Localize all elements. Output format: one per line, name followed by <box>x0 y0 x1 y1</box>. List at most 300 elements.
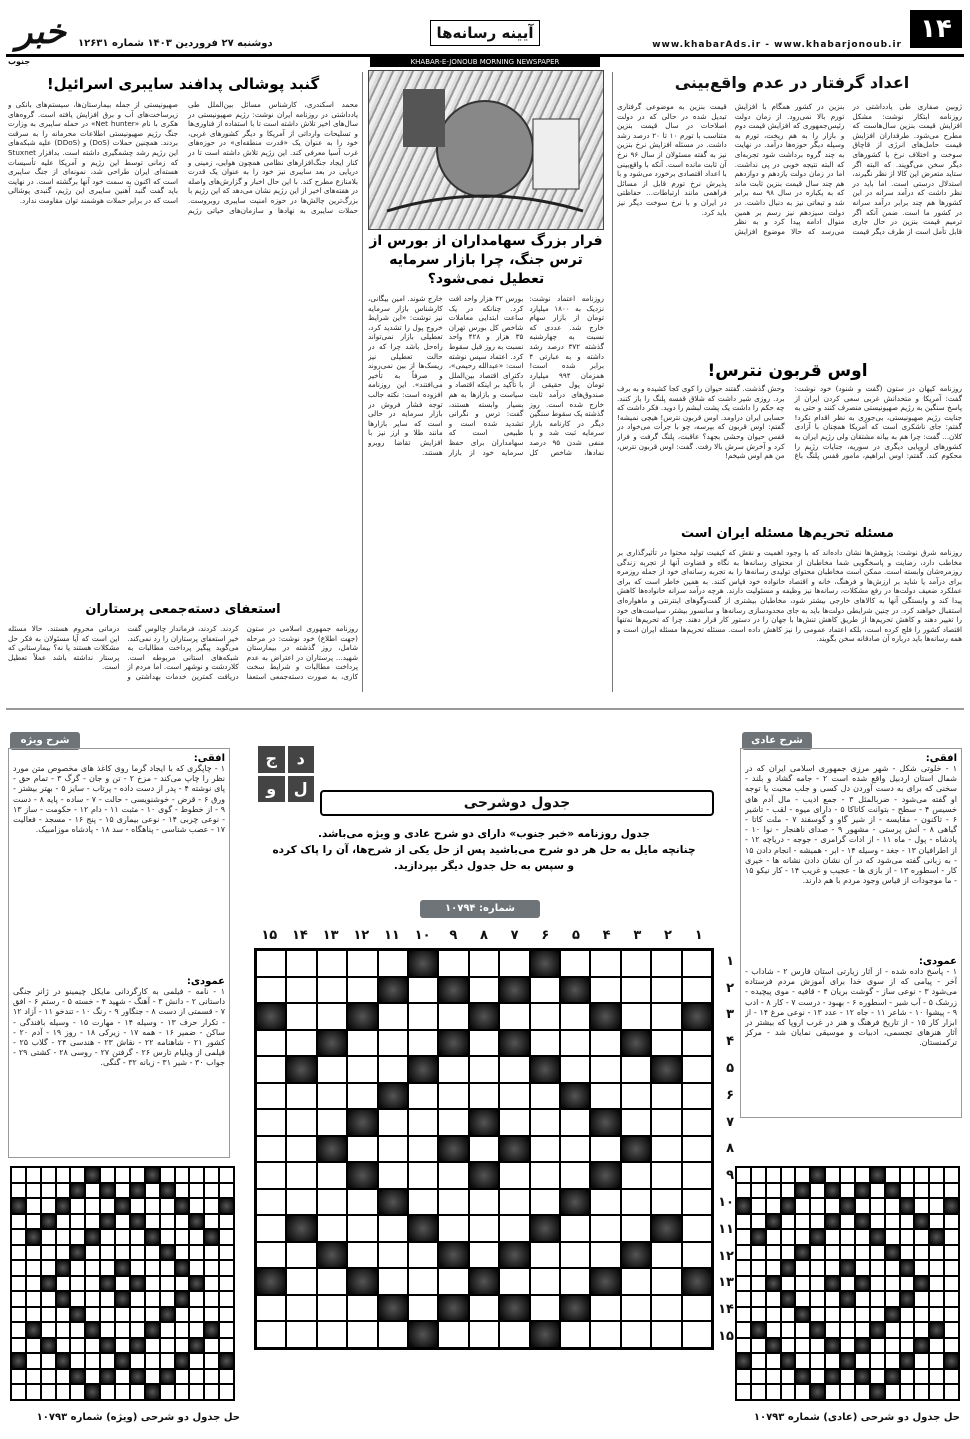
grid-cell[interactable] <box>530 1030 560 1057</box>
grid-cell <box>766 1384 781 1400</box>
grid-cell[interactable] <box>499 950 529 977</box>
grid-cell <box>70 1229 85 1245</box>
grid-cell[interactable] <box>286 1321 316 1348</box>
grid-cell <box>70 1214 85 1230</box>
grid-cell[interactable] <box>378 1162 408 1189</box>
grid-cell[interactable] <box>347 1295 377 1322</box>
grid-cell[interactable] <box>469 1295 499 1322</box>
grid-cell <box>944 1369 959 1385</box>
grid-block-cell <box>855 1369 870 1385</box>
grid-block-cell <box>438 977 468 1004</box>
grid-cell[interactable] <box>347 977 377 1004</box>
grid-cell <box>100 1229 115 1245</box>
normal-clues-box <box>740 748 962 1118</box>
puzzle-intro <box>254 826 714 874</box>
grid-cell[interactable] <box>438 1268 468 1295</box>
grid-cell[interactable] <box>408 1162 438 1189</box>
grid-cell[interactable] <box>438 1109 468 1136</box>
grid-cell[interactable] <box>469 1056 499 1083</box>
grid-cell <box>840 1276 855 1292</box>
grid-cell <box>781 1245 796 1261</box>
grid-cell[interactable] <box>530 1162 560 1189</box>
site-urls[interactable]: www.khabarAds.ir - www.khabarjonoub.ir <box>652 40 902 50</box>
grid-cell[interactable] <box>621 977 651 1004</box>
grid-cell[interactable] <box>438 1162 468 1189</box>
grid-cell[interactable] <box>590 1242 620 1269</box>
grid-cell[interactable] <box>347 1189 377 1216</box>
grid-cell[interactable] <box>438 1189 468 1216</box>
grid-cell <box>204 1384 219 1400</box>
grid-block-cell <box>885 1369 900 1385</box>
grid-cell[interactable] <box>682 977 712 1004</box>
grid-cell[interactable] <box>590 1056 620 1083</box>
grid-block-cell <box>530 1321 560 1348</box>
grid-cell[interactable] <box>560 1136 590 1163</box>
grid-cell[interactable] <box>408 1295 438 1322</box>
grid-cell[interactable] <box>621 1003 651 1030</box>
grid-cell <box>145 1245 160 1261</box>
grid-cell[interactable] <box>438 1321 468 1348</box>
grid-cell[interactable] <box>469 1030 499 1057</box>
grid-cell[interactable] <box>590 1295 620 1322</box>
grid-cell[interactable] <box>408 1109 438 1136</box>
row-number: ۲ <box>726 980 734 996</box>
grid-cell <box>70 1322 85 1338</box>
grid-block-cell <box>530 1056 560 1083</box>
grid-cell <box>840 1322 855 1338</box>
grid-cell <box>41 1322 56 1338</box>
grid-cell[interactable] <box>408 1268 438 1295</box>
grid-cell[interactable] <box>408 1242 438 1269</box>
grid-cell[interactable] <box>347 950 377 977</box>
grid-cell[interactable] <box>408 1003 438 1030</box>
grid-cell <box>781 1369 796 1385</box>
article-body-1: ژوبین صفاری طی یادداشتی در روزنامه ابتکار نوشت: مشکل افزایش قیمت بنزین سال‌هاست که مطرح می‌شود. طرفداران افزایش قیمت حامل‌های انرژی از قاچاق سوخت و اختلاف نرخ با کشورهای دیگر سخن می‌گویند. که البته اگر ستاید متعرض این کالا از نظر نگیرند، استدلال درستی است. اما باید در نظر داشت که درآمد سرانه در این کشورها هم چند برابر درآمد سرانه در کشور ما است. ضمن آنکه اگر ترمیم قیمت بنزین در حال جاری قابل تأمل است از طرف دیگر قیمت بنزین در کشور همگام با افزایش تورم بالا نمی‌رود. از زمان دولت رئیس‌جمهوری که افزایش قیمت دوم و بازار را به هم ریخت، تورم به وسیله دیگر حوزه‌ها درآمد. در نهایت به چند گروه برداشت شود تجربه‌ای که البته نتیجه خوبی در پی نداشت. اما در زمان دولت یازدهم و دوازدهم هم چند سال قیمت بنزین ثابت ماند که به یکباره در سال ۹۸ سه برابر شد و تبعاتی نیز به دنبال داشت. در دولت سیزدهم نیز رسم بر همین منوال ادامه پیدا کرد و به نظر می‌رسد که حالا موضوع افزایش قیمت بنزین به موضوعی گرفتاری تبدیل شده در حالی که در دولت اصلاحات در سال قیمت بنزین متناسب با تورم ۱۰ تا ۲۰ درصد رشد داشت. در مسئله افزایش نرخ بنزین نیز به گفته مسئولان از سال ۹۶ نرخ آن ثابت مانده است. آنکه با واقع‌بینی با اعداد اقتصادی برخورد می‌شود و با پذیرش نرخ تورم قابل از مسائل فراهمی مانند ارتباطات... حفاظتی در ایران و با نرخ سوخت دیگر نیز باید کرد. <box>617 102 962 236</box>
grid-cell[interactable] <box>621 950 651 977</box>
grid-block-cell <box>840 1198 855 1214</box>
grid-cell[interactable] <box>499 1162 529 1189</box>
grid-cell[interactable] <box>682 1321 712 1348</box>
grid-block-cell <box>438 1136 468 1163</box>
grid-cell <box>766 1245 781 1261</box>
grid-cell <box>929 1167 944 1183</box>
grid-cell[interactable] <box>378 1056 408 1083</box>
grid-cell[interactable] <box>378 1268 408 1295</box>
grid-cell[interactable] <box>499 1056 529 1083</box>
grid-cell <box>944 1183 959 1199</box>
grid-cell[interactable] <box>378 1109 408 1136</box>
grid-cell <box>145 1214 160 1230</box>
grid-cell[interactable] <box>317 1109 347 1136</box>
grid-cell[interactable] <box>651 1189 681 1216</box>
grid-cell[interactable] <box>530 1136 560 1163</box>
grid-cell <box>85 1214 100 1230</box>
grid-cell[interactable] <box>499 1003 529 1030</box>
grid-cell[interactable] <box>256 1056 286 1083</box>
grid-cell[interactable] <box>590 950 620 977</box>
article-title-5: گنبد پوشالی پدافند سایبری اسرائیل! <box>46 75 320 93</box>
grid-cell[interactable] <box>378 1321 408 1348</box>
grid-cell[interactable] <box>438 1083 468 1110</box>
grid-cell[interactable] <box>256 1215 286 1242</box>
grid-cell[interactable] <box>682 1030 712 1057</box>
grid-block-cell <box>317 1242 347 1269</box>
grid-block-cell <box>130 1214 145 1230</box>
grid-cell <box>160 1353 175 1369</box>
grid-cell <box>160 1214 175 1230</box>
grid-cell[interactable] <box>438 1056 468 1083</box>
grid-cell[interactable] <box>256 1321 286 1348</box>
grid-cell[interactable] <box>651 1083 681 1110</box>
grid-cell[interactable] <box>590 1083 620 1110</box>
grid-cell <box>204 1369 219 1385</box>
grid-cell[interactable] <box>286 1003 316 1030</box>
grid-cell <box>11 1167 26 1183</box>
grid-cell <box>115 1214 130 1230</box>
grid-cell <box>85 1307 100 1323</box>
grid-cell[interactable] <box>499 1083 529 1110</box>
grid-cell <box>115 1369 130 1385</box>
grid-cell[interactable] <box>286 1268 316 1295</box>
grid-cell[interactable] <box>499 1189 529 1216</box>
grid-cell <box>751 1214 766 1230</box>
grid-cell[interactable] <box>499 1321 529 1348</box>
grid-cell <box>189 1384 204 1400</box>
grid-cell[interactable] <box>438 1003 468 1030</box>
grid-cell[interactable] <box>651 1003 681 1030</box>
row-number: ۵ <box>726 1061 734 1077</box>
grid-cell[interactable] <box>378 1215 408 1242</box>
grid-cell[interactable] <box>590 1215 620 1242</box>
grid-cell[interactable] <box>621 1109 651 1136</box>
grid-cell <box>41 1229 56 1245</box>
row-number: ۱۰ <box>718 1195 734 1211</box>
grid-block-cell <box>145 1322 160 1338</box>
grid-cell[interactable] <box>469 1136 499 1163</box>
grid-block-cell <box>347 1162 377 1189</box>
grid-block-cell <box>256 1003 286 1030</box>
grid-cell[interactable] <box>560 950 590 977</box>
grid-cell[interactable] <box>378 950 408 977</box>
grid-cell[interactable] <box>530 1242 560 1269</box>
grid-cell[interactable] <box>438 1215 468 1242</box>
grid-cell[interactable] <box>469 1242 499 1269</box>
grid-block-cell <box>499 1030 529 1057</box>
grid-cell <box>115 1322 130 1338</box>
grid-cell <box>56 1183 71 1199</box>
grid-block-cell <box>885 1307 900 1323</box>
crossword-grid[interactable] <box>254 948 714 1350</box>
grid-cell[interactable] <box>530 1083 560 1110</box>
grid-block-cell <box>499 1242 529 1269</box>
grid-cell[interactable] <box>530 977 560 1004</box>
grid-cell <box>885 1353 900 1369</box>
grid-cell <box>766 1369 781 1385</box>
grid-cell[interactable] <box>590 1030 620 1057</box>
grid-cell <box>11 1276 26 1292</box>
grid-cell <box>914 1183 929 1199</box>
grid-cell[interactable] <box>530 1189 560 1216</box>
grid-block-cell <box>751 1229 766 1245</box>
grid-cell[interactable] <box>560 1321 590 1348</box>
grid-cell[interactable] <box>347 1030 377 1057</box>
grid-cell[interactable] <box>378 1030 408 1057</box>
grid-cell[interactable] <box>682 1295 712 1322</box>
grid-cell <box>219 1183 234 1199</box>
grid-cell[interactable] <box>408 977 438 1004</box>
grid-cell[interactable] <box>286 1030 316 1057</box>
grid-cell <box>204 1338 219 1354</box>
grid-cell[interactable] <box>317 1215 347 1242</box>
grid-cell[interactable] <box>682 1109 712 1136</box>
grid-cell[interactable] <box>378 1242 408 1269</box>
grid-cell <box>810 1198 825 1214</box>
grid-cell <box>781 1214 796 1230</box>
grid-cell[interactable] <box>469 1215 499 1242</box>
grid-block-cell <box>499 977 529 1004</box>
grid-cell <box>56 1276 71 1292</box>
grid-cell[interactable] <box>256 1083 286 1110</box>
grid-cell[interactable] <box>347 1136 377 1163</box>
grid-cell <box>900 1307 915 1323</box>
grid-cell[interactable] <box>469 1321 499 1348</box>
special-tag: شرح ویژه <box>10 732 80 750</box>
row-number: ۱۱ <box>718 1221 734 1237</box>
grid-cell[interactable] <box>347 1242 377 1269</box>
grid-cell <box>145 1369 160 1385</box>
grid-cell[interactable] <box>530 1268 560 1295</box>
grid-cell <box>929 1276 944 1292</box>
grid-cell <box>825 1353 840 1369</box>
grid-cell[interactable] <box>347 1321 377 1348</box>
grid-cell <box>204 1214 219 1230</box>
grid-cell <box>781 1384 796 1400</box>
grid-cell[interactable] <box>286 977 316 1004</box>
grid-block-cell <box>870 1167 885 1183</box>
grid-cell[interactable] <box>286 1083 316 1110</box>
solution-grid-normal <box>735 1166 960 1401</box>
grid-cell[interactable] <box>286 1242 316 1269</box>
grid-block-cell <box>560 977 590 1004</box>
grid-cell[interactable] <box>317 950 347 977</box>
grid-cell[interactable] <box>682 1162 712 1189</box>
grid-cell[interactable] <box>621 1056 651 1083</box>
grid-cell[interactable] <box>317 1321 347 1348</box>
grid-cell[interactable] <box>286 1109 316 1136</box>
grid-cell[interactable] <box>560 1003 590 1030</box>
grid-cell[interactable] <box>651 1109 681 1136</box>
grid-cell[interactable] <box>317 977 347 1004</box>
grid-cell <box>11 1291 26 1307</box>
grid-cell[interactable] <box>438 950 468 977</box>
grid-cell[interactable] <box>560 1215 590 1242</box>
grid-cell[interactable] <box>530 1109 560 1136</box>
grid-cell[interactable] <box>408 1083 438 1110</box>
grid-cell[interactable] <box>590 1321 620 1348</box>
logo-letter: ل <box>288 776 315 803</box>
grid-cell[interactable] <box>621 1189 651 1216</box>
grid-cell <box>914 1322 929 1338</box>
grid-cell[interactable] <box>256 950 286 977</box>
grid-cell[interactable] <box>651 977 681 1004</box>
grid-cell[interactable] <box>256 1189 286 1216</box>
grid-block-cell <box>11 1198 26 1214</box>
grid-cell[interactable] <box>347 1215 377 1242</box>
grid-cell[interactable] <box>682 1056 712 1083</box>
grid-cell <box>130 1229 145 1245</box>
grid-cell[interactable] <box>499 1215 529 1242</box>
grid-block-cell <box>175 1260 190 1276</box>
grid-cell[interactable] <box>317 1295 347 1322</box>
grid-block-cell <box>929 1322 944 1338</box>
grid-cell[interactable] <box>408 1189 438 1216</box>
grid-cell[interactable] <box>530 1295 560 1322</box>
grid-cell[interactable] <box>560 1030 590 1057</box>
grid-cell[interactable] <box>256 1030 286 1057</box>
grid-cell[interactable] <box>621 1268 651 1295</box>
grid-block-cell <box>900 1291 915 1307</box>
grid-cell[interactable] <box>621 1083 651 1110</box>
grid-block-cell <box>85 1167 100 1183</box>
article-body-5: محمد اسکندری، کارشناس مسائل بین‌الملل طی یادداشتی در روزنامه ایران نوشت: رژیم صهیونیستی در سال‌های اخیر تلاش داشته است تا با استفاده از فناوری‌ها و تسلیحات وارداتی از آمریکا و دیگر کشورهای غربی، خود را به عنوان یک «قدرت منطقه‌ای» در حوزه‌های غرب آسیا معرفی کند. این رژیم تلاش داشته است تا در کنار ایجاد جنگ‌افزارهای نظامی همچون هوایی، زمینی و دریایی در بعد سایبری نیز خود را به عنوان یک قدرت بلامنازع مطرح کند. با این حال اخبار و گزارش‌های واصله در هفته‌های اخیر از این رژیم نشان می‌دهد که این رژیم با بزرگ‌ترین چالش‌ها در حوزه امنیت سایبری روبروست. حملات سایبری به نهادها و سازمان‌های حیاتی رژیم صهیونیستی از جمله بیمارستان‌ها، سیستم‌های بانکی و زیرساخت‌های آب و برق افزایش یافته است. گروه‌های هکری با نام «Net hunter» در حمله سایبری به وزارت جنگ رژیم صهیونیستی اطلاعات محرمانه را به سرقت بردند. همچنین حملات (DoS) و (DDoS) علیه شبکه‌های این رژیم رشد چشمگیری داشته است. بدافزار Stuxnet که زمانی توسط این رژیم و آمریکا علیه تأسیسات هسته‌ای ایران طراحی شد، نمونه‌ای از جنگ سایبری است که اکنون به سمت خود آنها برگشته است. در نهایت باید گفت گنبد آهنین سایبری این رژیم، گنبدی پوشالی است که در برابر حملات هوشمند توان مقاومت ندارد. <box>8 100 358 215</box>
grid-cell[interactable] <box>317 1162 347 1189</box>
grid-cell <box>189 1198 204 1214</box>
grid-cell <box>26 1307 41 1323</box>
grid-cell[interactable] <box>682 1242 712 1269</box>
grid-block-cell <box>810 1384 825 1400</box>
grid-cell[interactable] <box>590 1189 620 1216</box>
grid-cell <box>840 1338 855 1354</box>
grid-block-cell <box>560 1189 590 1216</box>
grid-cell <box>160 1198 175 1214</box>
grid-cell <box>219 1245 234 1261</box>
grid-cell <box>944 1338 959 1354</box>
grid-cell[interactable] <box>408 1030 438 1057</box>
grid-cell <box>751 1384 766 1400</box>
grid-block-cell <box>85 1229 100 1245</box>
grid-cell[interactable] <box>651 1242 681 1269</box>
grid-cell[interactable] <box>590 977 620 1004</box>
row-number: ۴ <box>726 1034 734 1050</box>
grid-block-cell <box>408 950 438 977</box>
grid-cell[interactable] <box>256 1109 286 1136</box>
grid-cell[interactable] <box>408 1136 438 1163</box>
row-numbers <box>716 948 734 1350</box>
grid-cell[interactable] <box>317 1056 347 1083</box>
grid-cell[interactable] <box>651 1295 681 1322</box>
grid-cell <box>944 1245 959 1261</box>
grid-cell[interactable] <box>378 1136 408 1163</box>
grid-cell[interactable] <box>560 1109 590 1136</box>
grid-cell <box>914 1167 929 1183</box>
grid-block-cell <box>130 1183 145 1199</box>
grid-cell[interactable] <box>286 950 316 977</box>
grid-cell <box>795 1214 810 1230</box>
solution-caption-special: حل جدول دو شرحی (ویژه) شماره ۱۰۷۹۳ <box>36 1412 240 1423</box>
grid-cell[interactable] <box>621 1321 651 1348</box>
grid-cell <box>914 1369 929 1385</box>
grid-cell[interactable] <box>682 950 712 977</box>
grid-cell[interactable] <box>286 1136 316 1163</box>
column-number: ۱ <box>694 928 703 943</box>
grid-cell <box>781 1338 796 1354</box>
grid-cell <box>900 1338 915 1354</box>
grid-cell <box>781 1276 796 1292</box>
grid-cell[interactable] <box>256 1295 286 1322</box>
grid-cell <box>810 1183 825 1199</box>
grid-cell[interactable] <box>651 1321 681 1348</box>
grid-cell <box>175 1229 190 1245</box>
grid-block-cell <box>560 1295 590 1322</box>
grid-cell[interactable] <box>651 1030 681 1057</box>
grid-cell[interactable] <box>560 1056 590 1083</box>
grid-cell[interactable] <box>651 1268 681 1295</box>
grid-cell[interactable] <box>286 1295 316 1322</box>
grid-cell <box>219 1338 234 1354</box>
grid-cell <box>810 1260 825 1276</box>
grid-cell[interactable] <box>378 1003 408 1030</box>
grid-block-cell <box>347 1109 377 1136</box>
grid-cell[interactable] <box>347 1083 377 1110</box>
grid-cell[interactable] <box>621 1162 651 1189</box>
grid-cell[interactable] <box>590 1136 620 1163</box>
grid-cell[interactable] <box>560 1268 590 1295</box>
grid-cell[interactable] <box>256 977 286 1004</box>
grid-cell[interactable] <box>286 1189 316 1216</box>
grid-cell[interactable] <box>621 1295 651 1322</box>
grid-cell[interactable] <box>469 1189 499 1216</box>
grid-cell[interactable] <box>560 1242 590 1269</box>
grid-cell[interactable] <box>651 1162 681 1189</box>
grid-cell[interactable] <box>256 1242 286 1269</box>
grid-cell[interactable] <box>256 1162 286 1189</box>
grid-cell <box>751 1353 766 1369</box>
grid-cell[interactable] <box>560 1162 590 1189</box>
grid-block-cell <box>795 1369 810 1385</box>
grid-cell[interactable] <box>256 1136 286 1163</box>
row-number: ۷ <box>726 1114 734 1130</box>
grid-cell[interactable] <box>469 950 499 977</box>
grid-cell[interactable] <box>347 1056 377 1083</box>
grid-cell[interactable] <box>317 1189 347 1216</box>
grid-cell[interactable] <box>286 1162 316 1189</box>
grid-cell <box>115 1229 130 1245</box>
grid-cell <box>175 1167 190 1183</box>
grid-cell[interactable] <box>682 1136 712 1163</box>
grid-cell[interactable] <box>469 1083 499 1110</box>
grid-cell[interactable] <box>682 1083 712 1110</box>
grid-cell[interactable] <box>682 1189 712 1216</box>
grid-cell <box>175 1384 190 1400</box>
row-number: ۹ <box>726 1168 734 1184</box>
grid-cell[interactable] <box>651 1136 681 1163</box>
grid-cell[interactable] <box>499 1268 529 1295</box>
grid-cell <box>219 1307 234 1323</box>
grid-cell[interactable] <box>682 1215 712 1242</box>
grid-cell[interactable] <box>499 1109 529 1136</box>
grid-cell[interactable] <box>317 1268 347 1295</box>
grid-cell <box>781 1183 796 1199</box>
grid-cell <box>130 1291 145 1307</box>
grid-cell[interactable] <box>317 1003 347 1030</box>
grid-cell[interactable] <box>651 950 681 977</box>
grid-block-cell <box>41 1338 56 1354</box>
grid-cell[interactable] <box>469 977 499 1004</box>
grid-cell[interactable] <box>530 1003 560 1030</box>
grid-block-cell <box>530 1215 560 1242</box>
grid-cell[interactable] <box>621 1215 651 1242</box>
grid-cell[interactable] <box>317 1083 347 1110</box>
